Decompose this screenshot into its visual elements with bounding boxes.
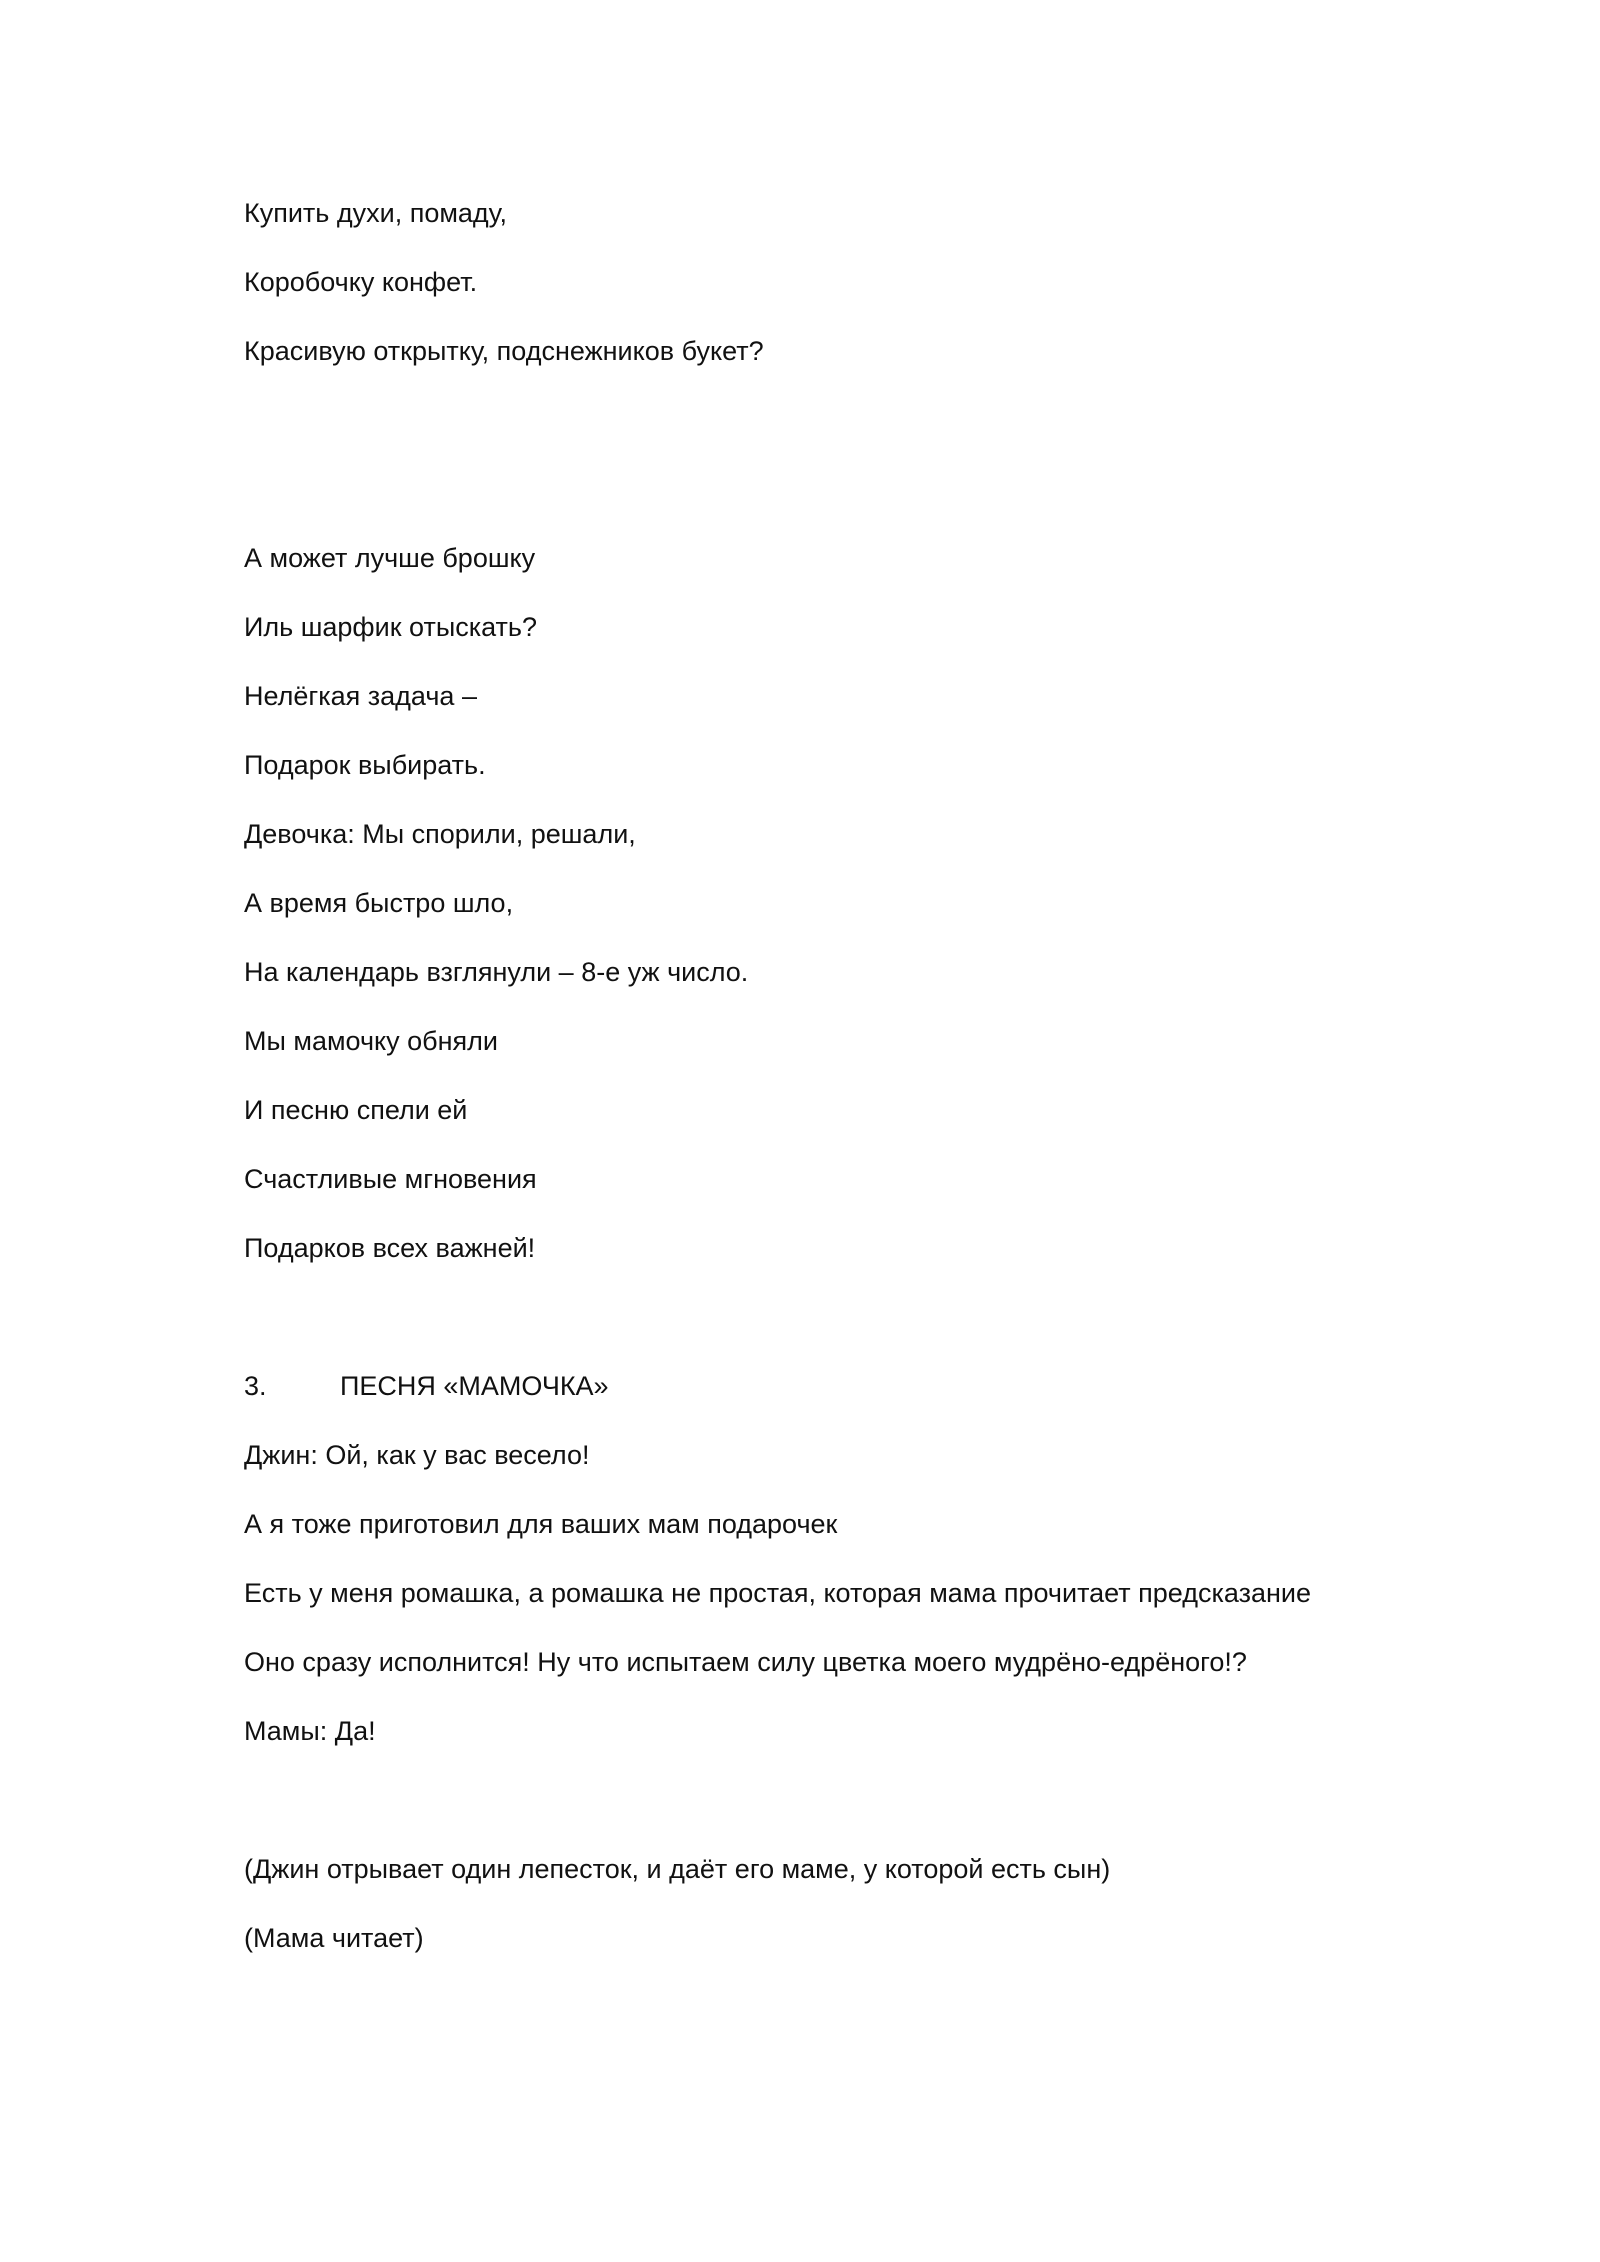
section-title: ПЕСНЯ «МАМОЧКА» — [340, 1371, 609, 1401]
text-line: Мамы: Да! — [244, 1716, 376, 1746]
text-line: Джин: Ой, как у вас весело! — [244, 1440, 590, 1470]
text-line: Подарок выбирать. — [244, 750, 486, 780]
text-line: Нелёгкая задача – — [244, 681, 477, 711]
text-line: Счастливые мгновения — [244, 1164, 537, 1194]
text-line: А может лучше брошку — [244, 543, 536, 573]
text-line: Подарков всех важней! — [244, 1233, 536, 1263]
text-line: Оно сразу исполнится! Ну что испытаем силу цветка моего мудрёно-едрёного!? — [244, 1647, 1247, 1677]
stage-direction: (Джин отрывает один лепесток, и даёт его маме, у которой есть сын) — [244, 1854, 1111, 1884]
text-line: И песню спели ей — [244, 1095, 468, 1125]
text-line: Иль шарфик отыскать? — [244, 612, 538, 642]
text-line: Коробочку конфет. — [244, 267, 478, 297]
text-line: А время быстро шло, — [244, 888, 514, 918]
text-line: Купить духи, помаду, — [244, 198, 507, 228]
text-line: А я тоже приготовил для ваших мам подарочек — [244, 1509, 838, 1539]
text-line: Девочка: Мы спорили, решали, — [244, 819, 636, 849]
stage-direction: (Мама читает) — [244, 1923, 424, 1953]
text-line: Есть у меня ромашка, а ромашка не простая, которая мама прочитает предсказание — [244, 1578, 1311, 1608]
text-line: На календарь взглянули – 8-е уж число. — [244, 957, 749, 987]
section-number: 3. — [244, 1371, 267, 1401]
text-line: Красивую открытку, подснежников букет? — [244, 336, 764, 366]
text-line: Мы мамочку обняли — [244, 1026, 498, 1056]
